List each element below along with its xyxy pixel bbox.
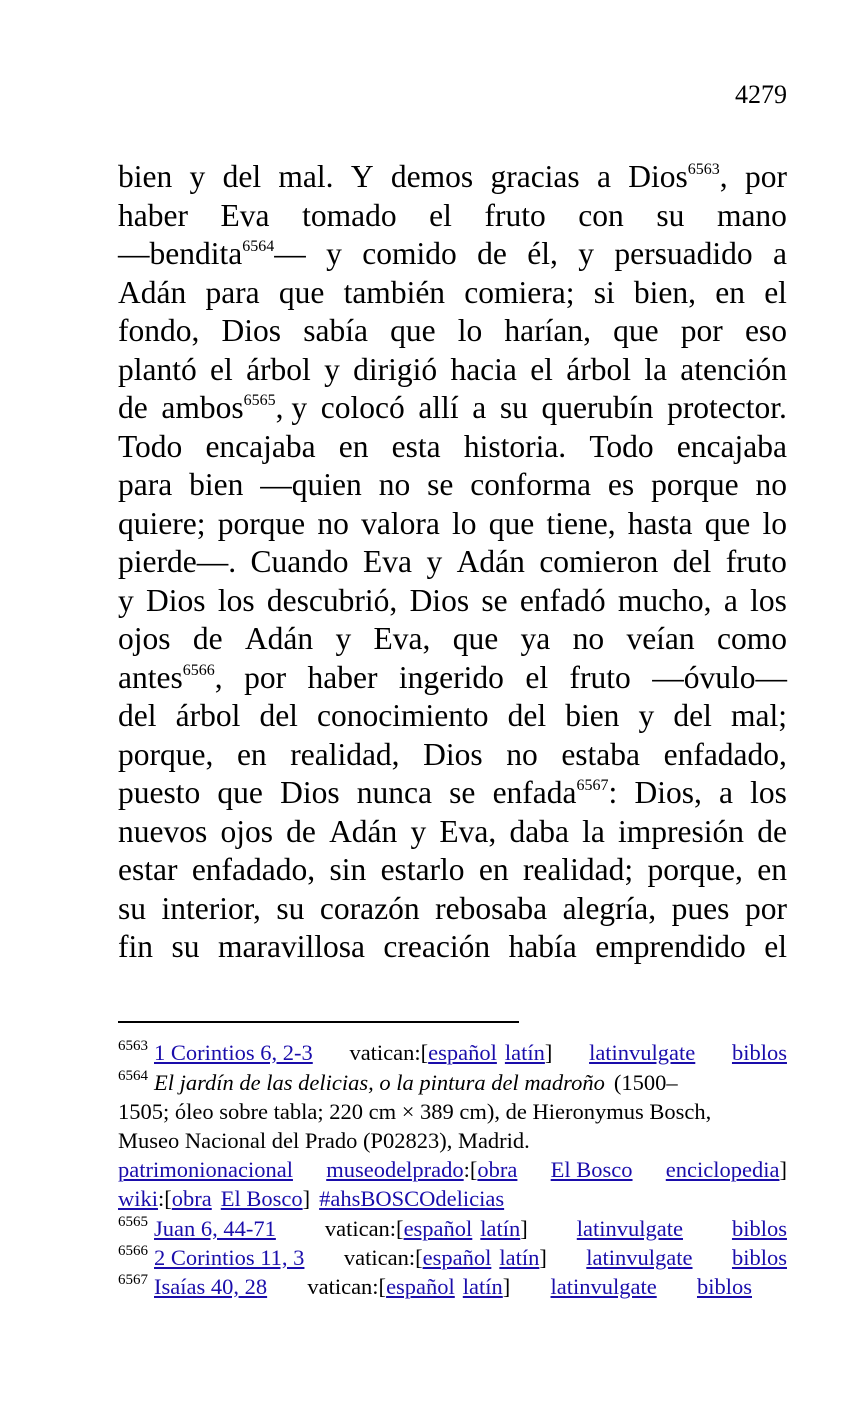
word: antes: [118, 659, 183, 695]
word: estaba: [561, 736, 641, 772]
word: y: [426, 544, 443, 579]
word: harían,: [504, 313, 591, 348]
word: puesto: [118, 775, 201, 810]
artwork-title: El jardín de las delicias, o la pintura del madroño: [154, 1070, 605, 1095]
separator: :[: [463, 1157, 478, 1182]
footnote-marker[interactable]: 6564: [242, 238, 275, 255]
word: a: [596, 159, 611, 194]
word: colocó: [320, 390, 405, 425]
latin-link[interactable]: latín: [480, 1216, 521, 1241]
word: que: [390, 313, 436, 348]
word: su: [171, 929, 200, 964]
word: y: [324, 351, 340, 387]
word: conocimiento: [317, 698, 489, 733]
word: no: [572, 621, 605, 656]
word: Eva,: [373, 621, 431, 656]
word: en: [478, 852, 509, 887]
body-line: [118, 851, 787, 890]
word: lo: [457, 313, 483, 348]
el-bosco-link[interactable]: El Bosco: [550, 1157, 633, 1182]
body-line: [118, 158, 787, 197]
word: también: [343, 274, 446, 310]
word: porque,: [647, 852, 743, 887]
word: el: [764, 929, 787, 964]
word: hasta: [627, 505, 693, 541]
word: —: [274, 236, 306, 271]
word: del: [672, 544, 712, 579]
word: del: [259, 698, 298, 733]
bracket-close: ]: [502, 1274, 511, 1299]
word: que: [488, 505, 535, 541]
word: se: [481, 582, 508, 618]
latin-link[interactable]: latín: [499, 1245, 540, 1270]
word: por: [680, 313, 723, 348]
word: allí: [418, 390, 459, 425]
vatican-label: vatican:[: [307, 1274, 387, 1299]
word: estar: [118, 852, 178, 887]
footnote-marker[interactable]: 6563: [687, 161, 720, 178]
body-line: [118, 543, 787, 582]
word: y: [638, 698, 655, 733]
vatican-label: vatican:[: [343, 1245, 423, 1270]
footnote-number: 6566: [118, 1243, 148, 1259]
word: árbol: [566, 351, 631, 387]
word: Dios: [280, 775, 340, 810]
word: el: [210, 351, 233, 387]
word: comiera;: [464, 274, 575, 310]
word: historia.: [463, 428, 567, 464]
museodelprado-link[interactable]: museodelprado: [326, 1157, 464, 1182]
word: del: [118, 698, 157, 733]
word: con: [578, 197, 624, 233]
word: a: [773, 236, 787, 271]
word: y: [410, 813, 427, 849]
word: —óvulo—: [652, 659, 787, 695]
word: lo: [452, 505, 477, 541]
word: Cuando: [250, 544, 349, 579]
word: pierde—.: [118, 544, 237, 579]
word: ojos: [220, 813, 273, 849]
body-line: [118, 659, 787, 698]
word: encajaba: [205, 428, 316, 464]
scripture-ref-link[interactable]: 1 Corintios 6, 2-3: [154, 1040, 313, 1065]
word: los: [750, 775, 787, 810]
word: , y: [275, 390, 308, 425]
word: Dios: [146, 582, 206, 618]
body-line: [118, 928, 787, 967]
word: la: [582, 813, 605, 849]
word: atención: [680, 351, 787, 387]
word: no: [506, 736, 538, 772]
artwork-details: 1505; óleo sobre tabla; 220 cm × 389 cm), de Hieronymus Bosch,: [118, 1099, 712, 1124]
word-with-footnote: [493, 774, 618, 813]
footnote-marker[interactable]: 6565: [243, 392, 276, 409]
footnote-marker[interactable]: 6566: [182, 661, 215, 679]
word: que: [278, 274, 325, 310]
punctuation: ,: [719, 159, 728, 194]
footnotes: [118, 1038, 787, 1301]
wiki-link[interactable]: wiki: [118, 1186, 159, 1211]
word: no: [755, 467, 787, 502]
body-line: [118, 505, 787, 544]
word: estarlo: [380, 852, 465, 887]
word: Dios: [221, 313, 282, 348]
body-line: [118, 813, 787, 852]
scripture-ref-link[interactable]: 2 Corintios 11, 3: [154, 1245, 305, 1270]
word: Dios: [423, 736, 483, 772]
word: :: [608, 775, 618, 810]
word: por: [744, 159, 787, 194]
word: comieron: [539, 544, 659, 579]
footnote-divider: [118, 1021, 519, 1023]
word: que: [704, 505, 751, 541]
footnote-marker[interactable]: 6567: [576, 777, 609, 794]
word: esta: [391, 428, 441, 464]
word: que: [613, 313, 659, 348]
word: eso: [744, 313, 787, 348]
body-line: [118, 466, 787, 505]
word: de: [118, 390, 148, 425]
word: árbol: [175, 698, 241, 733]
word: bien: [565, 698, 620, 733]
word: protector.: [667, 390, 787, 425]
word: es: [607, 467, 635, 502]
word: Dios: [628, 159, 688, 194]
artwork-date: (1500–: [613, 1070, 678, 1095]
word: mucho,: [617, 582, 712, 618]
word: mal.: [278, 159, 334, 194]
scripture-ref-link[interactable]: Isaías 40, 28: [154, 1274, 268, 1299]
word: sabía: [303, 313, 368, 348]
word: su: [118, 890, 147, 926]
word: lo: [762, 505, 787, 541]
bracket-close: ]: [539, 1245, 547, 1270]
word: en: [715, 274, 745, 310]
word: Todo: [589, 428, 654, 464]
body-line: [118, 235, 787, 274]
word: en: [757, 852, 787, 887]
bracket-close: ]: [544, 1040, 553, 1065]
word: ,: [214, 659, 223, 695]
body-text: [118, 158, 787, 967]
word: Eva,: [439, 813, 497, 849]
body-line: [118, 312, 787, 351]
word: haber: [307, 659, 378, 695]
word: si: [593, 274, 615, 310]
body-line: [118, 428, 787, 467]
word: la: [644, 351, 667, 387]
word: porque,: [118, 736, 214, 772]
word: alegría,: [562, 890, 657, 926]
word: Eva: [363, 544, 412, 579]
word: realidad;: [522, 852, 634, 887]
word: para: [118, 467, 173, 502]
footnote-6566: [118, 1243, 787, 1272]
espanol-link[interactable]: español: [386, 1274, 455, 1299]
wiki-el-bosco-link[interactable]: El Bosco: [220, 1186, 303, 1211]
word: enfadado,: [663, 736, 787, 772]
word: el: [429, 197, 452, 233]
obra-link[interactable]: obra: [477, 1157, 518, 1182]
word: Y: [350, 159, 374, 194]
word: enfada: [492, 775, 577, 810]
word: daba: [509, 813, 569, 849]
word: quiere;: [118, 505, 206, 541]
body-line: [118, 582, 787, 621]
word: se: [449, 775, 476, 810]
espanol-link[interactable]: español: [422, 1245, 492, 1270]
word: su: [499, 390, 528, 425]
word: Dios: [409, 582, 470, 618]
word: había: [508, 929, 577, 964]
word: del: [673, 698, 712, 733]
word: su: [276, 890, 305, 926]
word: el: [530, 351, 553, 387]
word: realidad,: [290, 736, 400, 772]
word: su: [656, 197, 685, 233]
word: gracias: [490, 159, 580, 194]
word: tiene,: [546, 505, 616, 541]
word: bien: [118, 159, 173, 194]
word: Adán: [244, 621, 314, 656]
bracket-close: ]: [520, 1216, 528, 1241]
word: porque: [651, 467, 739, 502]
footnote-6563: [118, 1038, 787, 1068]
word: ambos: [161, 390, 244, 425]
espanol-link[interactable]: español: [403, 1216, 473, 1241]
biblos-link[interactable]: biblos: [696, 1274, 752, 1299]
enciclopedia-link[interactable]: enciclopedia: [665, 1157, 780, 1182]
body-line: [118, 197, 787, 236]
body-line: [118, 274, 787, 313]
word: a: [719, 775, 733, 810]
word: encajaba: [676, 428, 787, 464]
word: pues: [671, 890, 730, 926]
vatican-label: vatican:[: [324, 1216, 404, 1241]
biblos-link[interactable]: biblos: [731, 1040, 787, 1065]
word: haber: [118, 197, 188, 233]
footnote-6564-links: [118, 1155, 787, 1184]
word: los: [750, 582, 787, 618]
word: del: [507, 698, 547, 733]
word: enfadado,: [191, 852, 316, 887]
word: fin: [118, 929, 153, 964]
word: hacia: [450, 351, 517, 387]
word: Dios,: [634, 775, 702, 810]
word: y: [335, 621, 352, 656]
biblos-link[interactable]: biblos: [731, 1245, 787, 1270]
word: fondo,: [118, 313, 200, 348]
word: Adán: [118, 274, 187, 310]
word: ingerido: [398, 659, 504, 695]
word: en: [236, 736, 267, 772]
word: de: [286, 813, 316, 849]
artwork-location: Museo Nacional del Prado (P02823), Madrid.: [118, 1128, 530, 1153]
word: nunca: [356, 775, 432, 810]
word: y: [189, 159, 206, 194]
word: a: [472, 390, 487, 425]
word: plantó: [118, 351, 197, 387]
footnote-number: 6564: [118, 1068, 148, 1084]
footnote-6564-wiki: [118, 1184, 787, 1214]
patrimonionacional-link[interactable]: patrimonionacional: [118, 1157, 293, 1182]
word: enfadó: [519, 582, 606, 618]
word: que: [452, 621, 499, 656]
word: fruto: [569, 659, 631, 695]
word: rebosaba: [435, 890, 548, 926]
footnote-6564: [118, 1068, 787, 1097]
scripture-ref-link[interactable]: Juan 6, 44-71: [154, 1216, 276, 1241]
footnote-6567: [118, 1272, 752, 1301]
word: en: [338, 428, 369, 464]
word: y: [578, 236, 595, 271]
word: corazón: [319, 890, 420, 926]
word: interior,: [161, 890, 261, 926]
word: él,: [527, 236, 558, 271]
footnote-6565: [118, 1214, 787, 1243]
word: a: [723, 582, 738, 618]
word: no: [378, 467, 411, 502]
word: árbol: [246, 351, 311, 387]
hashtag-link[interactable]: #ahsBOSCOdelicias: [319, 1186, 505, 1211]
word: el: [764, 274, 787, 310]
word: mal;: [730, 698, 787, 733]
latinvulgate-link[interactable]: latinvulgate: [589, 1040, 696, 1065]
latinvulgate-link[interactable]: latinvulgate: [586, 1245, 693, 1270]
footnote-6564-line2: [118, 1097, 787, 1126]
word: nuevos: [118, 813, 208, 849]
word: impresión: [618, 813, 745, 849]
word: y: [326, 236, 342, 271]
footnote-number: 6565: [118, 1214, 148, 1230]
separator: :[: [158, 1186, 172, 1211]
word: que: [217, 775, 263, 810]
bracket-close: ]: [302, 1186, 311, 1211]
word: Todo: [118, 428, 183, 464]
wiki-obra-link[interactable]: obra: [171, 1186, 212, 1211]
word: conforma: [470, 467, 591, 502]
word-with-footnote: [161, 389, 307, 428]
word: los: [217, 582, 255, 618]
footnote-number: 6567: [118, 1272, 148, 1288]
body-line: [118, 620, 787, 659]
word: dirigió: [353, 351, 438, 387]
word: de: [192, 621, 223, 656]
word: sin: [329, 852, 367, 887]
word: mano: [716, 197, 787, 233]
word: bien: [189, 467, 244, 502]
word: por: [244, 659, 287, 695]
word: veían: [626, 621, 695, 656]
word: de: [757, 813, 787, 849]
latin-link[interactable]: latín: [462, 1274, 503, 1299]
body-line: [118, 890, 787, 929]
word: bien,: [633, 274, 697, 310]
word: ya: [520, 621, 551, 656]
page-number: 4279: [735, 80, 787, 109]
word: descubrió,: [266, 582, 398, 618]
body-line: [118, 389, 787, 428]
footnote-6564-line3: [118, 1126, 787, 1155]
word: querubín: [541, 390, 654, 425]
word: no: [317, 505, 349, 541]
word-with-footnote: [628, 158, 727, 197]
word: porque: [217, 505, 306, 541]
word: maravillosa: [217, 929, 365, 964]
word: Eva: [220, 197, 270, 233]
word: tomado: [302, 197, 397, 233]
word: se: [427, 467, 454, 502]
bracket-close: ]: [779, 1157, 787, 1182]
word: y: [118, 582, 134, 618]
word: el: [525, 659, 549, 695]
word: ojos: [118, 621, 171, 656]
word: fruto: [725, 544, 787, 579]
body-line: [118, 736, 787, 775]
espanol-link[interactable]: español: [428, 1040, 497, 1065]
word: demos: [390, 159, 474, 194]
word: emprendido: [595, 929, 746, 964]
biblos-link[interactable]: biblos: [731, 1216, 787, 1241]
word: Adán: [456, 544, 525, 579]
body-line: [118, 774, 787, 813]
word: persuadido: [614, 236, 753, 271]
word: de: [477, 236, 507, 271]
body-line: [118, 697, 787, 736]
latin-link[interactable]: latín: [504, 1040, 545, 1065]
latinvulgate-link[interactable]: latinvulgate: [576, 1216, 683, 1241]
vatican-label: vatican:[: [349, 1040, 429, 1065]
word: del: [222, 159, 262, 194]
word: por: [744, 890, 787, 926]
body-line: [118, 351, 787, 390]
latinvulgate-link[interactable]: latinvulgate: [550, 1274, 657, 1299]
word: valora: [361, 505, 440, 541]
footnote-number: 6563: [118, 1038, 148, 1054]
word: —bendita: [118, 236, 243, 271]
word: para: [205, 274, 260, 310]
word: fruto: [484, 197, 546, 233]
word: —quien: [260, 467, 362, 502]
word: comido: [362, 236, 457, 271]
word: creación: [383, 929, 491, 964]
word: como: [716, 621, 787, 656]
word-with-footnote: [118, 235, 306, 274]
word: Adán: [329, 813, 398, 849]
word-with-footnote: [118, 659, 223, 698]
